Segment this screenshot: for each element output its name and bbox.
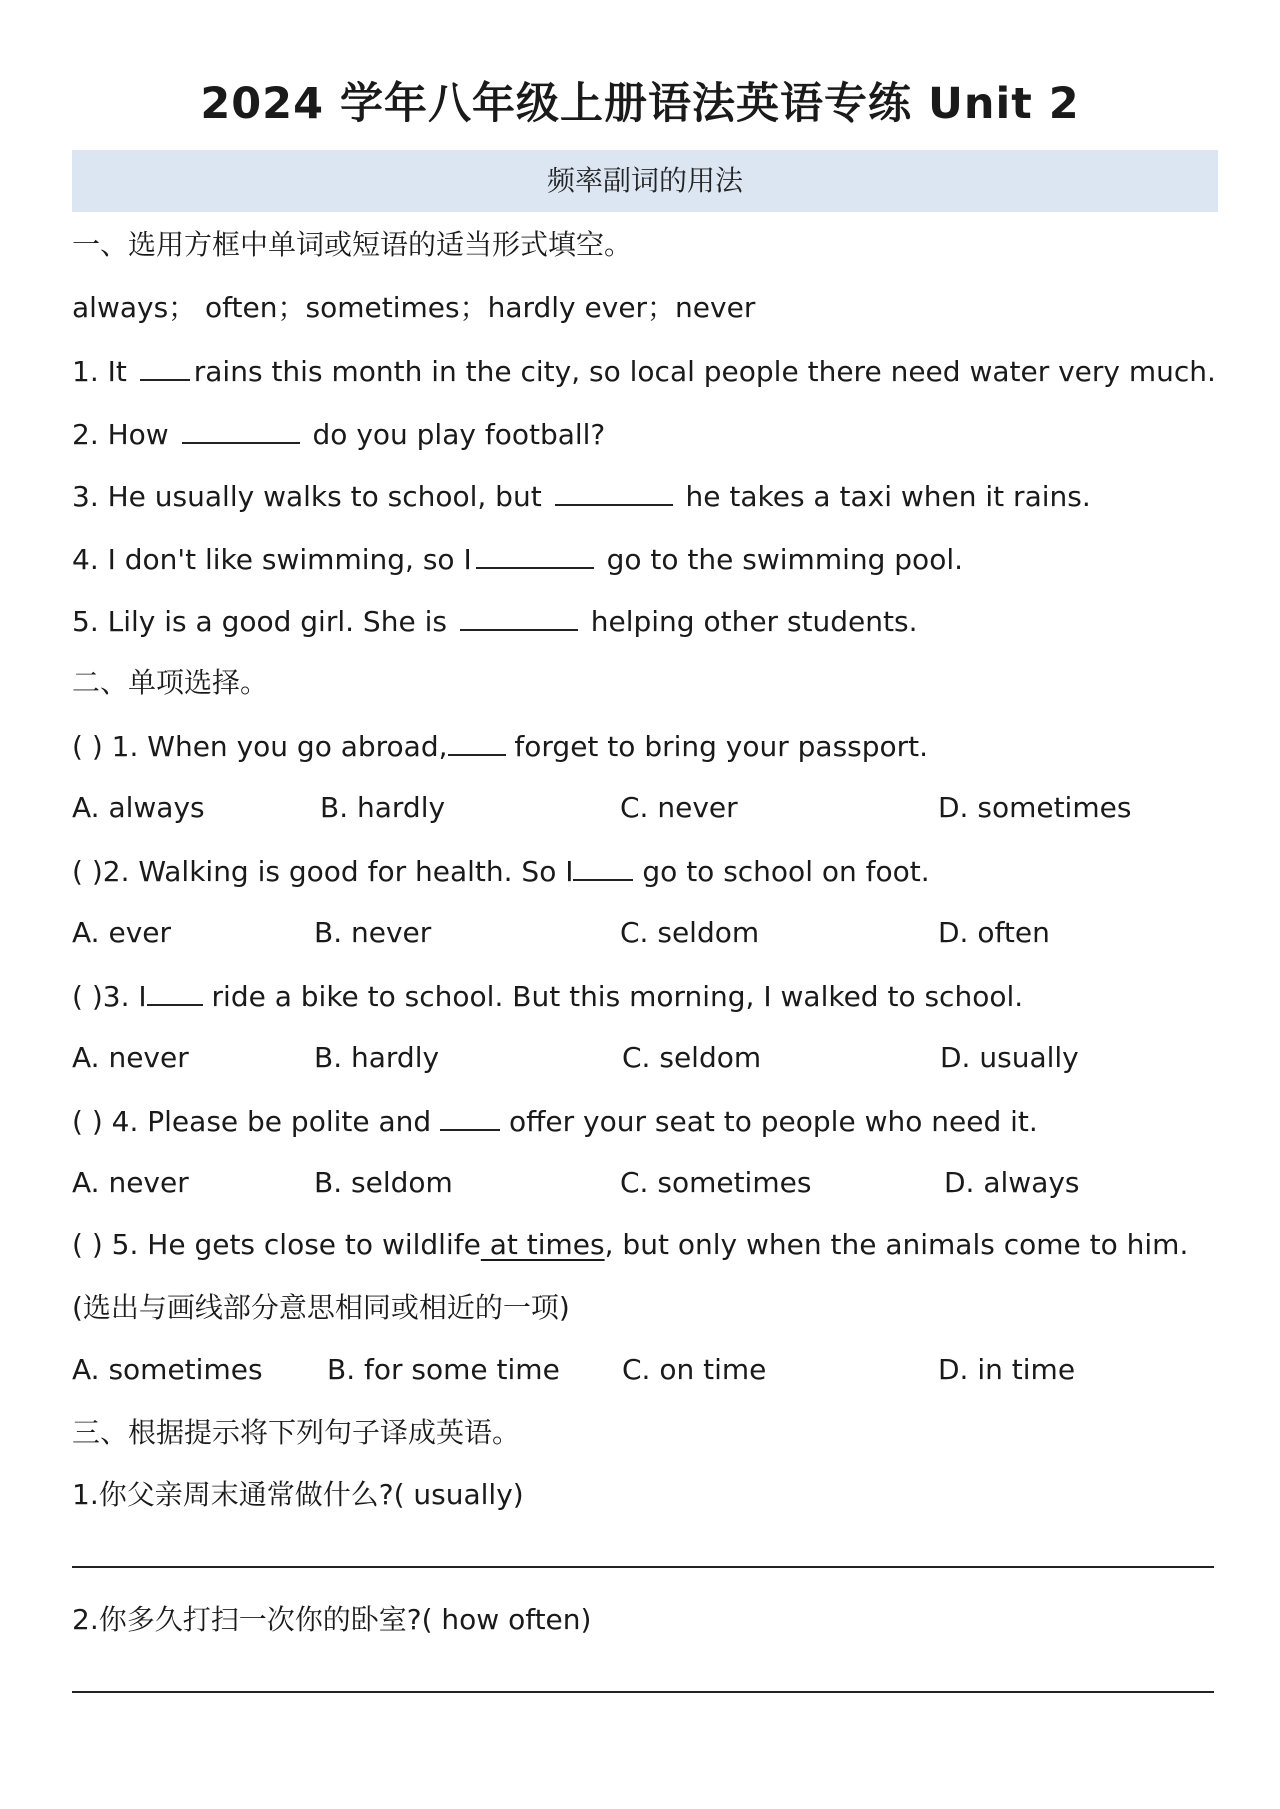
fill-item-text: do you play football? <box>303 418 606 451</box>
fill-item-text: helping other students. <box>581 605 918 638</box>
question-text: offer your seat to people who need it. <box>500 1105 1038 1138</box>
question-text: ( )2. Walking is good for health. So I <box>72 855 574 888</box>
mc-options-2 <box>72 910 1218 956</box>
mc-question-1 <box>72 722 928 768</box>
mc-options-3 <box>72 1035 1218 1081</box>
question-text: ( )3. I <box>72 980 147 1013</box>
fill-item-text: 4. I don't like swimming, so I <box>72 543 472 576</box>
question-text: ride a bike to school. But this morning, I walked to school. <box>202 980 1024 1013</box>
option-c[interactable]: C. never <box>620 791 738 824</box>
option-b[interactable]: B. hardly <box>320 791 446 824</box>
option-b[interactable]: B. never <box>314 916 432 949</box>
answer-blank[interactable] <box>182 410 300 444</box>
translation-prompt-1: 1.你父亲周末通常做什么?( usually) <box>72 1478 524 1511</box>
answer-blank[interactable] <box>476 535 594 569</box>
option-c[interactable]: C. seldom <box>620 916 760 949</box>
question-text: ( ) 5. He gets close to wildlife <box>72 1228 481 1261</box>
fill-item-text: he takes a taxi when it rains. <box>676 480 1091 513</box>
answer-blank[interactable] <box>147 972 203 1006</box>
option-d[interactable]: D. usually <box>940 1041 1079 1074</box>
answer-blank[interactable] <box>573 847 633 881</box>
answer-line-1[interactable] <box>72 1566 1214 1568</box>
option-a[interactable]: A. sometimes <box>72 1353 263 1386</box>
mc-options-4 <box>72 1160 1218 1206</box>
option-b[interactable]: B. for some time <box>327 1353 560 1386</box>
option-a[interactable]: A. never <box>72 1166 189 1199</box>
fill-item-text: 2. How <box>72 418 178 451</box>
question-text: , but only when the animals come to him. <box>604 1228 1189 1261</box>
answer-blank[interactable] <box>448 722 506 756</box>
underlined-phrase: at times <box>480 1228 605 1261</box>
subtitle-banner <box>72 150 1218 212</box>
answer-line-2[interactable] <box>72 1691 1214 1693</box>
mc-question-3 <box>72 972 1023 1018</box>
option-b[interactable]: B. hardly <box>314 1041 440 1074</box>
option-a[interactable]: A. ever <box>72 916 171 949</box>
page-subtitle: 频率副词的用法 <box>546 164 743 197</box>
answer-blank[interactable] <box>555 472 673 506</box>
fill-item-4 <box>72 535 963 581</box>
section1-heading: 一、选用方框中单词或短语的适当形式填空。 <box>72 228 633 261</box>
section2-heading: 二、单项选择。 <box>72 666 269 699</box>
answer-blank[interactable] <box>140 347 190 381</box>
fill-item-1 <box>72 347 1216 393</box>
fill-item-text: go to the swimming pool. <box>597 543 964 576</box>
mc-question-5 <box>72 1222 1188 1268</box>
fill-item-3 <box>72 472 1091 518</box>
question-text: ( ) 1. When you go abroad, <box>72 730 448 763</box>
question-text: ( ) 4. Please be polite and <box>72 1105 441 1138</box>
fill-item-text: rains this month in the city, so local people there need water very much. <box>193 355 1216 388</box>
option-d[interactable]: D. sometimes <box>938 791 1132 824</box>
option-d[interactable]: D. in time <box>938 1353 1076 1386</box>
fill-item-5 <box>72 597 918 643</box>
answer-blank[interactable] <box>460 597 578 631</box>
fill-item-2 <box>72 410 605 456</box>
fill-item-text: 1. It <box>72 355 136 388</box>
mc-question-4 <box>72 1097 1038 1143</box>
option-c[interactable]: C. seldom <box>622 1041 762 1074</box>
fill-item-text: 5. Lily is a good girl. She is <box>72 605 456 638</box>
option-d[interactable]: D. always <box>944 1166 1080 1199</box>
mc-options-1 <box>72 785 1218 831</box>
option-b[interactable]: B. seldom <box>314 1166 453 1199</box>
question-note: (选出与画线部分意思相同或相近的一项) <box>72 1291 570 1324</box>
page-title: 2024 学年八年级上册语法英语专练 Unit 2 <box>200 79 1080 129</box>
option-d[interactable]: D. often <box>938 916 1050 949</box>
option-a[interactable]: A. never <box>72 1041 189 1074</box>
mc-question-2 <box>72 847 930 893</box>
mc-options-5 <box>72 1347 1218 1393</box>
translation-prompt-2: 2.你多久打扫一次你的卧室?( how often) <box>72 1603 592 1636</box>
option-c[interactable]: C. sometimes <box>620 1166 812 1199</box>
fill-item-text: 3. He usually walks to school, but <box>72 480 551 513</box>
question-text: go to school on foot. <box>633 855 930 888</box>
option-a[interactable]: A. always <box>72 791 205 824</box>
question-text: forget to bring your passport. <box>505 730 929 763</box>
option-c[interactable]: C. on time <box>622 1353 767 1386</box>
word-bank: always； often；sometimes；hardly ever；never <box>72 291 756 324</box>
answer-blank[interactable] <box>440 1097 500 1131</box>
section3-heading: 三、根据提示将下列句子译成英语。 <box>72 1416 521 1449</box>
